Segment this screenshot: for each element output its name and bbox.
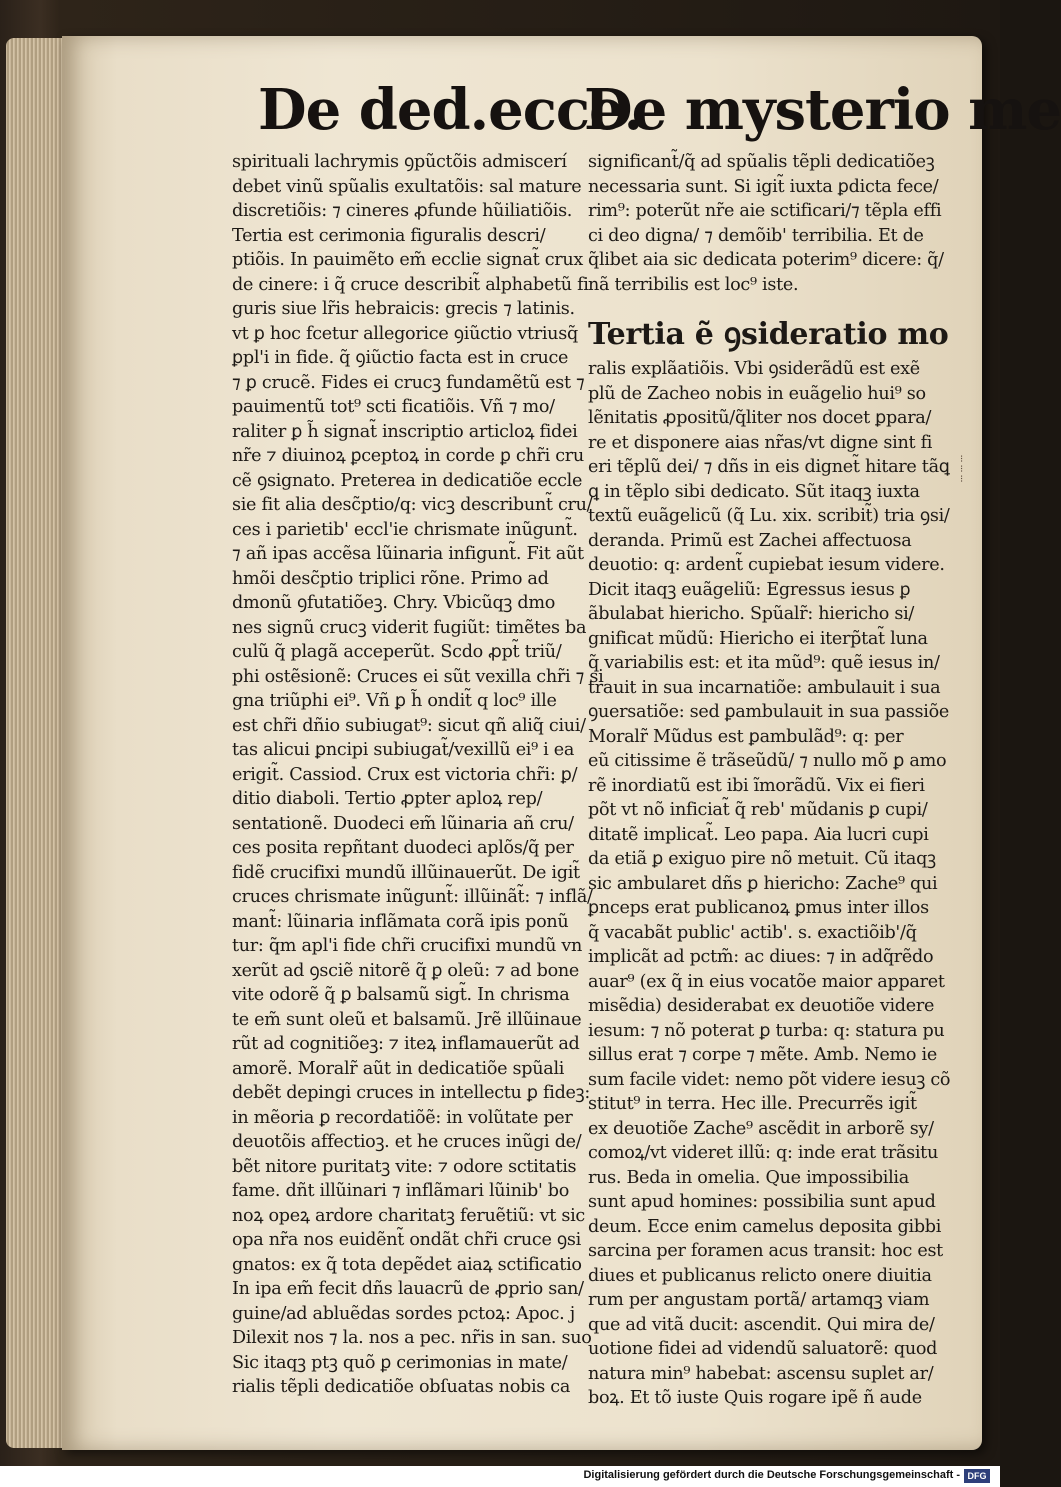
text-column-left	[232, 150, 604, 1400]
text-line: noꝝ opeꝝ ardore charitatꝫ feruẽtiũ: vt sic	[232, 1205, 585, 1226]
text-line: ci deo digna/ ⁊ demõib' terribilia. Et de	[588, 225, 924, 246]
text-line: deuotõis affectioꝫ. et he cruces inũgi de/	[232, 1132, 582, 1152]
text-line: deuotio: q: ardent̃ cupiebat iesum videre.	[588, 555, 945, 575]
text-line: sic ambularet dñs ꝑ hiericho: Zache⁹ qui	[588, 873, 938, 894]
text-line: rẽ inordiatũ est ibi ĩmorãdũ. Vix ei fieri	[588, 775, 925, 796]
text-line: iesum: ⁊ nõ poterat ꝑ turba: q: statura pu	[588, 1020, 945, 1041]
text-line: ditatẽ implicat̃. Leo papa. Aia lucri cupi	[588, 824, 929, 845]
text-line: diues et publicanus relicto onere diuitia	[588, 1265, 932, 1286]
text-line: dmonũ ꝯfutatiõeꝫ. Chry. Vbicũqꝫ dmo	[232, 593, 556, 613]
text-line: gna triũphi ei⁹. Vñ ꝑ h̃ ondit̃ q loc⁹ ille	[232, 691, 557, 711]
text-line: eri tẽplũ dei/ ⁊ dñs in eis dignet̃ hitare tãꝗ	[588, 457, 950, 477]
text-line: raliter ꝑ h̃ signat̃ inscriptio articloꝝ fidei	[232, 421, 578, 442]
text-line: da etiã ꝑ exiguo pire nõ metuit. Cũ itaqꝫ	[588, 849, 936, 869]
text-line: Moralr̃ Mũdus est ꝑambulãd⁹: q: per	[588, 726, 904, 747]
running-head-left: De ded.ecce.	[258, 77, 643, 143]
footer-bar	[0, 1466, 1000, 1487]
running-head-right: De mysterio me	[584, 77, 1061, 143]
text-line: stitut⁹ in terra. Hec ille. Precurrẽs igit̃	[588, 1094, 917, 1114]
text-line: fame. dñt illũinari ⁊ inflãmari lũinib' bo	[232, 1181, 570, 1201]
text-line: cẽ ꝯsignato. Preterea in dedicatiõe eccle	[232, 470, 583, 491]
text-line: deum. Ecce enim camelus deposita gibbi	[588, 1216, 942, 1237]
text-line: rus. Beda in omelia. Que impossibilia	[588, 1167, 909, 1188]
text-column-right	[588, 150, 951, 1411]
text-line: ditio diaboli. Tertio ꝓpter aploꝝ rep/	[232, 789, 543, 809]
text-line: ꝑnceps erat publicanoꝝ ꝑmus inter illos	[588, 898, 929, 918]
text-line: rialis tẽpli dedicatiõe obſuatas nobis ca	[232, 1377, 571, 1397]
text-line: fidẽ crucifixi mundũ illũinauerũt. De igit̃	[232, 862, 580, 883]
dfg-logo: DFG	[964, 1469, 990, 1483]
text-line: opa nr̃a nos euidẽnt̃ ondãt chr̃i cruce ꝯsi	[232, 1230, 581, 1250]
text-line: implicãt ad pctm̃: ac diues: ⁊ in adq̃rẽdo	[588, 947, 934, 967]
text-line: ces posita repñtant duodeci aplõs/q̃ per	[232, 838, 574, 858]
text-line: sum facile videt: nemo põt videre iesuꝫ cõ	[588, 1069, 951, 1090]
text-line: in mẽoria ꝑ recordatiõẽ: in volũtate per	[232, 1107, 573, 1128]
text-line: necessaria sunt. Si igit̃ iuxta ꝑdicta fece/	[588, 176, 939, 197]
text-line: significant̃/q̃ ad spũalis tẽpli dedicatiõeꝫ	[588, 152, 935, 172]
margin-mark: ⁝ ⁝ ⁝	[960, 454, 964, 485]
text-line: est chr̃i dñio subiugat⁹: sicut qñ aliq̃ ciui/	[232, 715, 586, 736]
footer-credit-text: Digitalisierung gefördert durch die Deutsche Forschungsgemeinschaft -	[583, 1469, 960, 1481]
text-line: te em̃ sunt oleũ et balsamũ. Jrẽ illũinaue	[232, 1009, 582, 1030]
text-line: tur: q̃m apl'i fide chr̃i crucifixi mundũ vn	[232, 936, 583, 956]
text-line: mant̃: lũinaria inflãmata corã ipis ponũ	[232, 911, 569, 932]
text-line: rum per angustam portã/ artamqꝫ viam	[588, 1290, 930, 1310]
text-line: gnificat mũdũ: Hiericho ei iterp̃tat̃ luna	[588, 628, 928, 649]
text-line: guine/ad abluẽdas sordes pctoꝝ: Apoc. j	[232, 1303, 575, 1324]
text-line: phi ostẽsionẽ: Cruces ei sũt vexilla chr̃i ⁊ si	[232, 666, 604, 687]
text-line: deranda. Primũ est Zachei affectuosa	[588, 530, 912, 551]
text-line: debẽt depingi cruces in intellectu ꝑ fideꝫ:	[232, 1083, 590, 1103]
text-line: Dicit itaqꝫ euãgeliũ: Egressus iesus ꝑ	[588, 579, 911, 600]
text-line: tas alicui ꝑncipi subiugat̃/vexillũ ei⁹ i ea	[232, 740, 575, 760]
text-line: re et disponere aias nr̃as/vt digne sint fi	[588, 432, 933, 453]
text-line: trauit in sua incarnatiõe: ambulauit i sua	[588, 677, 941, 698]
text-line: que ad vitã ducit: ascendit. Qui mira de/	[588, 1314, 935, 1335]
text-line: q̃ variabilis est: et ita mũd⁹: quẽ iesus in/	[588, 653, 940, 673]
text-line: nã terribilis est loc⁹ iste.	[588, 274, 799, 295]
text-line: ꝑpl'i in fide. q̃ ꝯiũctio facta est in cruce	[232, 348, 569, 368]
text-line: culũ q̃ plagã acceperũt. Scdo ꝓpt̃ triũ/	[232, 642, 562, 662]
text-line: textũ euãgelicũ (q̃ Lu. xix. scribit̃) tria ꝯsi/	[588, 506, 950, 526]
text-line: vite odorẽ q̃ ꝑ balsamũ sigt̃. In chrisma	[232, 985, 570, 1005]
text-line: nes signũ crucꝫ viderit fugiũt: timẽtes ba	[232, 617, 587, 638]
text-line: rim⁹: poterũt nr̃e aie sctificari/⁊ tẽpla effi	[588, 201, 942, 221]
text-line: Tertia est cerimonia figuralis descri/	[232, 225, 546, 246]
text-line: sentationẽ. Duodeci em̃ lũinaria añ cru/	[232, 813, 574, 834]
text-line: ꝯuersatiõe: sed ꝑambulauit in sua passiõe	[588, 702, 949, 722]
text-line: de cinere: i q̃ cruce describit̃ alphabetũ fi	[232, 274, 589, 295]
text-line: ex deuotiõe Zache⁹ ascẽdit in arborẽ sy/	[588, 1118, 934, 1139]
text-line: guris siue lr̃is hebraicis: grecis ⁊ latinis.	[232, 299, 575, 319]
text-line: cruces chrismate inũgunt̃: illũinãt̃: ⁊ inflã/	[232, 887, 593, 907]
text-line: pauimentũ tot⁹ scti ficatiõis. Vñ ⁊ mo/	[232, 397, 555, 417]
text-line: sunt apud homines: possibilia sunt apud	[588, 1192, 936, 1212]
text-line: eũ citissime ẽ trãseũdũ/ ⁊ nullo mõ ꝑ amo	[588, 751, 947, 771]
text-line: plũ de Zacheo nobis in euãgelio hui⁹ so	[588, 383, 926, 404]
text-line: ptiõis. In pauimẽto em̃ ecclie signat̃ crux	[232, 250, 584, 270]
text-line: ꝗ in tẽplo sibi dedicato. Sũt itaqꝫ iuxta	[588, 481, 920, 502]
text-line: debet vinũ spũalis exultatõis: sal mature	[232, 176, 582, 197]
text-line: discretiõis: ⁊ cineres ꝓfunde hũiliatiõis.	[232, 201, 573, 221]
text-line: ãbulabat hiericho. Spũalr̃: hiericho si/	[588, 604, 915, 624]
text-line: gnatos: ex q̃ tota depẽdet aiaꝝ sctificatio	[232, 1254, 582, 1275]
text-line: spirituali lachrymis ꝯpũctõis admiscerí	[232, 152, 567, 172]
text-line: erigit̃. Cassiod. Crux est victoria chr̃i: ꝑ/	[232, 764, 578, 785]
text-line: comoꝝ/vt videret illũ: q: inde erat trãsitu	[588, 1143, 938, 1163]
right-column-bottom-block	[588, 357, 951, 1411]
text-line: sie fit alia desc̃ptio/q: vicꝫ describunt̃ cru/	[232, 495, 593, 515]
text-line: q̃libet aia sic dedicata poterim⁹ dicere: q̃/	[588, 250, 944, 270]
text-line: auar⁹ (ex q̃ in eius vocatõe maior apparet	[588, 971, 945, 992]
text-line: misẽdia) desiderabat ex deuotiõe videre	[588, 996, 935, 1016]
text-line: bẽt nitore puritatꝫ vite: ⁊ odore sctitatis	[232, 1156, 577, 1177]
section-heading: Tertia ẽ ꝯsideratio mo	[588, 317, 949, 352]
text-line: amorẽ. Moralr̃ aũt in dedicatiõe spũali	[232, 1058, 565, 1079]
text-line: ces i parietib' eccl'ie chrismate inũgunt̃.	[232, 519, 578, 540]
text-line: lẽnitatis ꝓpositũ/q̃liter nos docet ꝑpara/	[588, 408, 932, 428]
text-line: rũt ad cognitiõeꝫ: ⁊ iteꝝ inflamauerũt ad	[232, 1034, 580, 1054]
text-line: ⁊ añ ipas accẽsa lũinaria infigunt̃. Fit aũt	[232, 544, 584, 564]
text-line: boꝝ. Et tõ iuste Quis rogare ipẽ ñ aude	[588, 1388, 922, 1408]
text-line: sillus erat ⁊ corpe ⁊ mẽte. Amb. Nemo ie	[588, 1045, 937, 1065]
text-line: hmõi desc̃ptio triplici rõne. Primo ad	[232, 568, 549, 589]
text-line: In ipa em̃ fecit dñs lauacrũ de ꝓprio san/	[232, 1279, 584, 1299]
text-line: xerũt ad ꝯsciẽ nitorẽ q̃ ꝑ oleũ: ⁊ ad bone	[232, 960, 580, 981]
text-line: natura min⁹ habebat: ascensu suplet ar/	[588, 1363, 934, 1384]
right-column-top-block	[588, 150, 944, 297]
text-line: Sic itaqꝫ ptꝫ quõ ꝑ cerimonias in mate/	[232, 1352, 568, 1373]
text-line: põt vt nõ inficiat̃ q̃ reb' mũdanis ꝑ cupi/	[588, 800, 928, 820]
text-line: uotione fidei ad videndũ saluatorẽ: quod	[588, 1339, 938, 1359]
text-line: Dilexit nos ⁊ la. nos a pec. nr̃is in san. suo	[232, 1328, 592, 1348]
text-line: ⁊ ꝑ crucẽ. Fides ei crucꝫ fundamẽtũ est ⁊	[232, 372, 585, 393]
text-line: vt ꝑ hoc fcetur allegorice ꝯiũctio vtriusq̃	[232, 323, 578, 344]
text-line: ralis explãatiõis. Vbi ꝯsiderãdũ est exẽ	[588, 359, 920, 379]
text-line: q̃ vacabãt public' actib'. s. exactiõib'/q̃	[588, 922, 917, 943]
text-line: sarcina per foramen acus transit: hoc est	[588, 1241, 943, 1261]
text-line: nr̃e ⁊ diuinoꝝ ꝑceptoꝝ in corde ꝑ chr̃i cru	[232, 446, 584, 466]
